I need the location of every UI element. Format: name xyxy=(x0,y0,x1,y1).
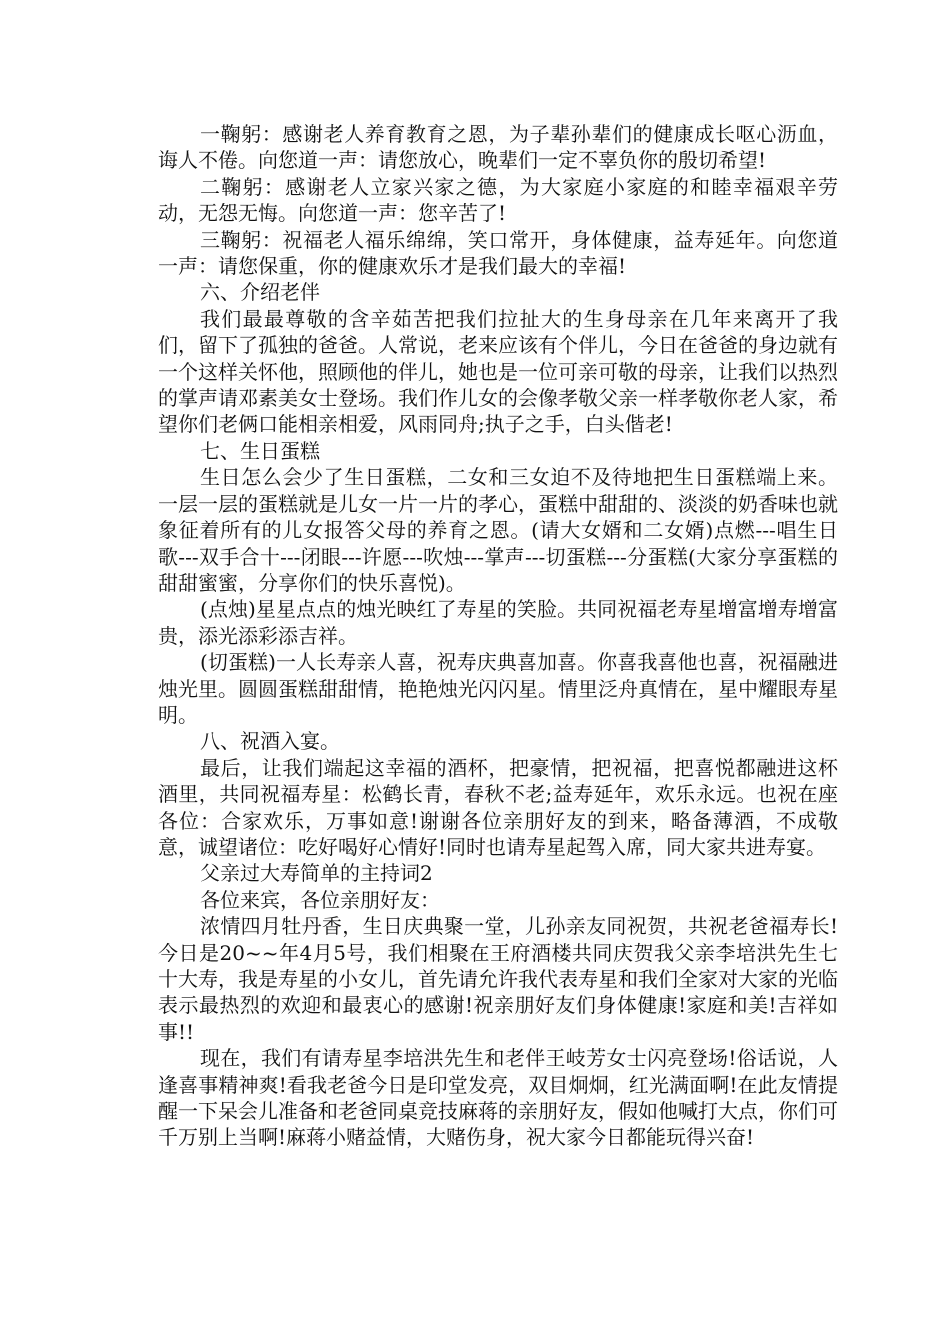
paragraph-bow-three: 三鞠躬：祝福老人福乐绵绵，笑口常开，身体健康，益寿延年。向您道一声：请您保重，你的健康欢乐才是我们最大的幸福! xyxy=(158,227,838,279)
document-subtitle: 父亲过大寿简单的主持词2 xyxy=(200,861,433,886)
section-heading-cake: 七、生日蛋糕 xyxy=(200,438,320,463)
paragraph-toast: 最后，让我们端起这幸福的酒杯，把豪情，把祝福，把喜悦都融进这杯酒里，共同祝福寿星：松鹤长青，春秋不老;益寿延年，欢乐永远。也祝在座各位：合家欢乐，万事如意!谢谢各位亲朋好友的到来，略备薄酒，不成敬意，诚望诸位：吃好喝好心情好!同时也请寿星起驾入席，同大家共进寿宴。 xyxy=(158,755,838,859)
paragraph-greeting: 各位来宾，各位亲朋好友： xyxy=(200,887,440,912)
paragraph-introduction: 现在，我们有请寿星李培洪先生和老伴王岐芳女士闪亮登场!俗话说，人逢喜事精神爽!看我老爸今日是印堂发亮，双目炯炯，红光满面啊!在此友情提醒一下呆会儿准备和老爸同桌竞技麻蒋的亲朋好友，假如他喊打大点，你们可千万别上当啊!麻蒋小赌益情，大赌伤身，祝大家今日都能玩得兴奋! xyxy=(158,1046,838,1150)
paragraph-cake: 生日怎么会少了生日蛋糕，二女和三女迫不及待地把生日蛋糕端上来。一层一层的蛋糕就是儿女一片一片的孝心，蛋糕中甜甜的、淡淡的奶香味也就象征着所有的儿女报答父母的养育之恩。(请大女婿和二女婿)点燃---唱生日歌---双手合十---闭眼---许愿---吹烛---掌声---切蛋糕---分蛋糕(大家分享蛋糕的甜甜蜜蜜，分享你们的快乐喜悦)。 xyxy=(158,465,838,595)
document-body xyxy=(158,121,838,1151)
paragraph-candles: (点烛)星星点点的烛光映红了寿星的笑脸。共同祝福老寿星增富增寿增富贵，添光添彩添吉祥。 xyxy=(158,597,838,648)
section-heading-partner: 六、介绍老伴 xyxy=(200,280,320,305)
section-heading-toast: 八、祝酒入宴。 xyxy=(200,729,340,754)
paragraph-bow-one: 一鞠躬：感谢老人养育教育之恩，为子辈孙辈们的健康成长呕心沥血，诲人不倦。向您道一声：请您放心，晚辈们一定不辜负你的殷切希望! xyxy=(158,122,838,173)
paragraph-bow-two: 二鞠躬：感谢老人立家兴家之德，为大家庭小家庭的和睦幸福艰辛劳动，无怨无悔。向您道一声：您辛苦了! xyxy=(158,174,838,226)
paragraph-cut-cake: (切蛋糕)一人长寿亲人喜，祝寿庆典喜加喜。你喜我喜他也喜，祝福融进烛光里。圆圆蛋糕甜甜情，艳艳烛光闪闪星。情里泛舟真情在，星中耀眼寿星明。 xyxy=(158,650,838,727)
paragraph-partner: 我们最最尊敬的含辛茹苦把我们拉扯大的生身母亲在几年来离开了我们，留下了孤独的爸爸。人常说，老来应该有个伴儿，今日在爸爸的身边就有一个这样关怀他，照顾他的伴儿，她也是一位可亲可敬的母亲，让我们以热烈的掌声请邓素美女士登场。我们作儿女的会像孝敬父亲一样孝敬你老人家，希望你们老俩口能相亲相爱，风雨同舟;执子之手，白头偕老! xyxy=(158,306,838,437)
paragraph-opening: 浓情四月牡丹香，生日庆典聚一堂，儿孙亲友同祝贺，共祝老爸福寿长!今日是20~~年4月5号，我们相聚在王府酒楼共同庆贺我父亲李培洪先生七十大寿，我是寿星的小女儿，首先请允许我代表寿星和我们全家对大家的光临表示最热烈的欢迎和最衷心的感谢!祝亲朋好友们身体健康!家庭和美!吉祥如事!! xyxy=(158,914,838,1044)
